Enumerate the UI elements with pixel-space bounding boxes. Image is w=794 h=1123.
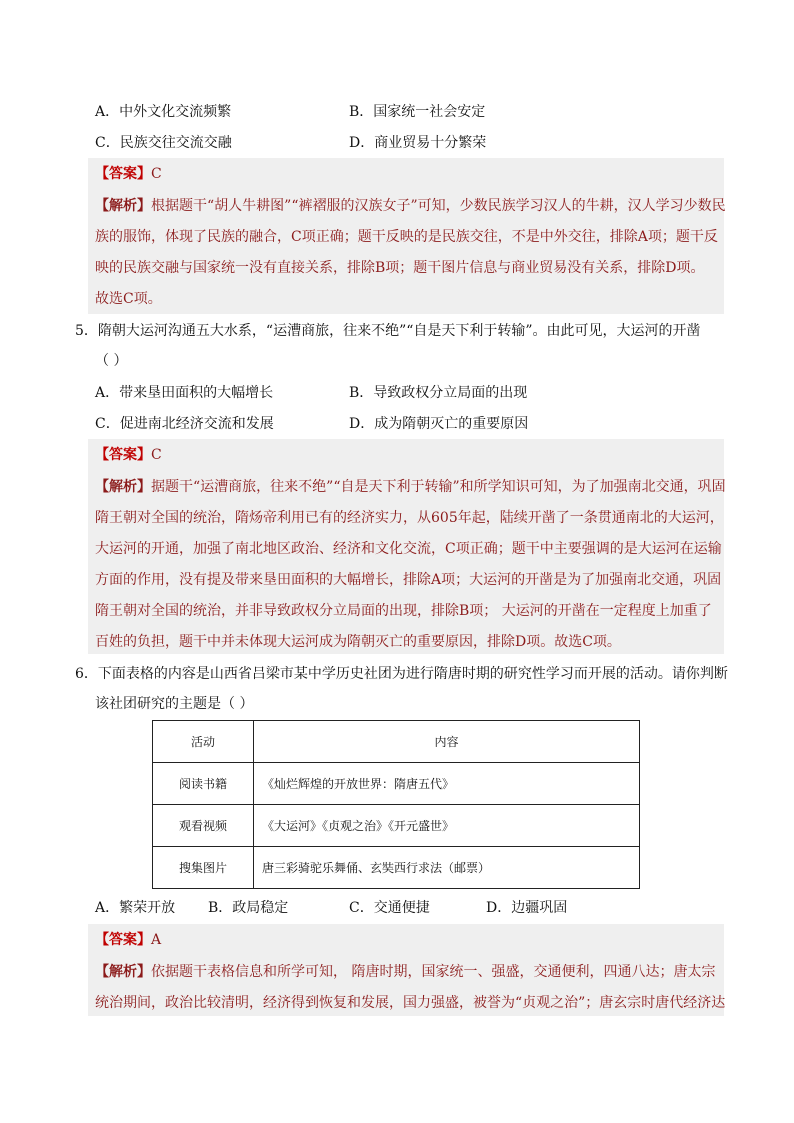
q6-option-d: D．边疆巩固 [486, 900, 568, 916]
q5-option-d: D．成为隋朝灭亡的重要原因 [349, 416, 529, 432]
table-header-row [153, 721, 640, 763]
analysis-tag: 【解析】 [95, 198, 151, 214]
q4-analysis-line: 族的服饰，体现了民族的融合，C项正确；题干反映的是民族交往，不是中外交往，排除A项；题干反 [95, 229, 718, 245]
q6-stem: 6．下面表格的内容是山西省吕梁市某中学历史社团为进行隋唐时期的研究性学习而开展的活动。请你判断 [75, 666, 728, 682]
table-cell-activity: 观看视频 [153, 805, 254, 847]
table-row [153, 805, 640, 847]
table-row [153, 763, 640, 805]
q4-analysis-line: 映的民族交融与国家统一没有直接关系，排除B项；题干图片信息与商业贸易没有关系，排除D项。 [95, 260, 705, 276]
q5-analysis-line: 百姓的负担，题干中并未体现大运河成为隋朝灭亡的重要原因，排除D项。故选C项。 [95, 634, 621, 650]
q4-answer [95, 164, 162, 184]
analysis-text: 根据题干“胡人牛耕图”“裤褶服的汉族女子”可知，少数民族学习汉人的牛耕，汉人学习少数民 [151, 198, 726, 214]
q4-option-c: C．民族交往交流交融 [95, 135, 232, 151]
analysis-text: 据题干“运漕商旅，往来不绝”“自是天下利于转输”和所学知识可知，为了加强南北交通，巩固 [151, 479, 726, 495]
answer-value: A [151, 932, 162, 948]
q6-option-b: B．政局稳定 [208, 900, 289, 916]
table-header-content: 内容 [254, 721, 640, 763]
q5-analysis-line: 大运河的开通，加强了南北地区政治、经济和文化交流，C项正确；题干中主要强调的是大运河在运输 [95, 541, 722, 557]
q5-stem: 5．隋朝大运河沟通五大水系，“运漕商旅，往来不绝”“自是天下利于转输”。由此可见，大运河的开凿 [75, 323, 701, 339]
q6-stem-line-2: 该社团研究的主题是（ ） [95, 696, 254, 712]
q6-option-a: A．繁荣开放 [95, 900, 176, 916]
analysis-tag: 【解析】 [95, 964, 151, 980]
answer-tag: 【答案】 [95, 932, 151, 948]
q4-option-a: A．中外文化交流频繁 [95, 104, 232, 120]
table-cell-activity: 搜集图片 [153, 847, 254, 889]
answer-tag: 【答案】 [95, 166, 151, 182]
q4-option-d: D．商业贸易十分繁荣 [349, 135, 487, 151]
table-cell-content: 《大运河》《贞观之治》《开元盛世》 [254, 805, 640, 847]
q5-analysis-line: 隋王朝对全国的统治，并非导致政权分立局面的出现，排除B项； 大运河的开凿在一定程度上加重了 [95, 603, 712, 619]
analysis-text: 依据题干表格信息和所学可知， 隋唐时期，国家统一、强盛，交通便利，四通八达；唐太宗 [151, 964, 716, 980]
q6-option-c: C．交通便捷 [349, 900, 430, 916]
q5-answer [95, 445, 162, 465]
q5-option-b: B．导致政权分立局面的出现 [349, 385, 528, 401]
q5-analysis-line: 方面的作用，没有提及带来垦田面积的大幅增长，排除A项；大运河的开凿是为了加强南北交通，巩固 [95, 572, 722, 588]
table-row [153, 847, 640, 889]
q6-analysis-line: 统治期间，政治比较清明，经济得到恢复和发展，国力强盛，被誉为“贞观之治”；唐玄宗时唐代经济达 [95, 995, 726, 1011]
table-cell-content: 《灿烂辉煌的开放世界：隋唐五代》 [254, 763, 640, 805]
analysis-tag: 【解析】 [95, 479, 151, 495]
q5-analysis-line: 隋王朝对全国的统治，隋炀帝利用已有的经济实力，从605年起，陆续开凿了一条贯通南北的大运河， [95, 510, 724, 526]
answer-value: C [151, 447, 162, 463]
q5-stem-bracket: （ ） [95, 353, 128, 369]
q4-analysis-line [95, 196, 726, 216]
q5-option-c: C．促进南北经济交流和发展 [95, 416, 274, 432]
q4-analysis-line: 故选C项。 [95, 291, 162, 307]
q6-answer [95, 930, 161, 950]
q5-analysis-line [95, 477, 726, 497]
answer-tag: 【答案】 [95, 447, 151, 463]
table-cell-content: 唐三彩骑驼乐舞俑、玄奘西行求法（邮票） [254, 847, 640, 889]
answer-value: C [151, 166, 162, 182]
q4-option-b: B．国家统一社会安定 [349, 104, 486, 120]
table-header-activity: 活动 [153, 721, 254, 763]
q5-option-a: A．带来垦田面积的大幅增长 [95, 385, 274, 401]
q6-activity-table [152, 720, 640, 889]
table-cell-activity: 阅读书籍 [153, 763, 254, 805]
q6-analysis-line [95, 962, 715, 982]
